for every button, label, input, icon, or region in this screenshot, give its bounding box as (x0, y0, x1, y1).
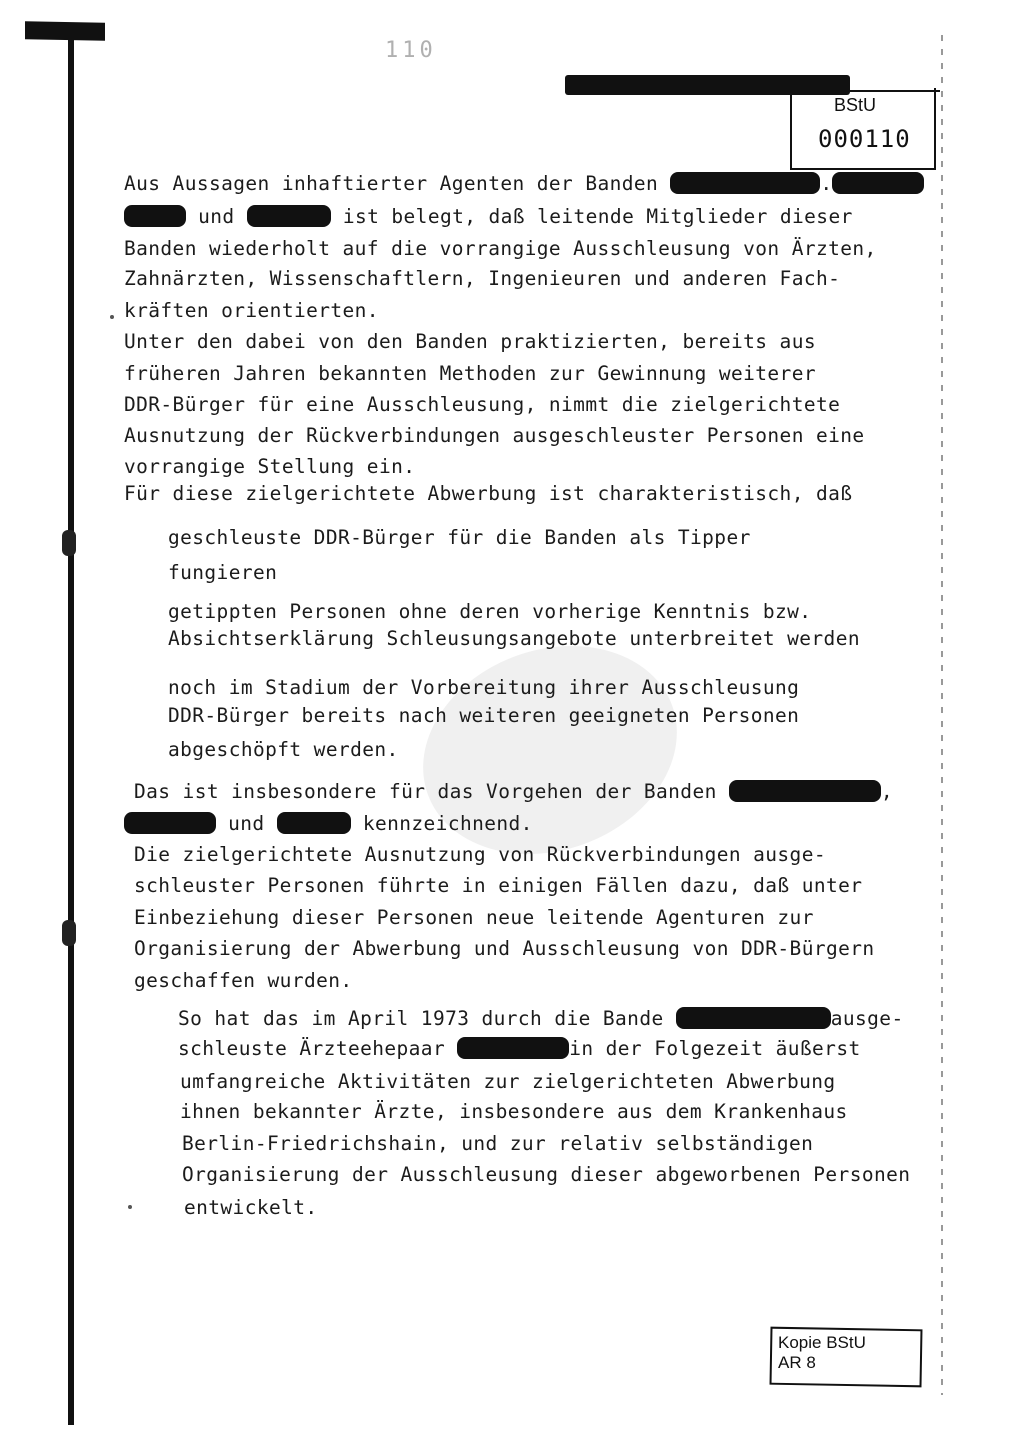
text-line: Berlin-Friedrichshain, und zur relativ selbständigen (182, 1132, 814, 1155)
redaction (124, 812, 216, 834)
binding-edge-top (25, 21, 105, 40)
copy-stamp-line1: Kopie BStU (778, 1333, 866, 1352)
text-line: vorrangige Stellung ein. (124, 455, 416, 478)
text-line: entwickelt. (184, 1196, 318, 1219)
redaction (676, 1007, 831, 1029)
text-line: umfangreiche Aktivitäten zur zielgerichteten Abwerbung (180, 1070, 836, 1093)
punch-hole (62, 920, 76, 946)
text-line: Das ist insbesondere für das Vorgehen der Banden , (134, 780, 894, 803)
text-line: geschaffen wurden. (134, 969, 353, 992)
list-item-line: fungieren (168, 561, 278, 584)
redaction (670, 172, 820, 194)
page-number-mark: 110 (385, 38, 437, 63)
text-line: Aus Aussagen inhaftierter Agenten der Banden . (124, 172, 924, 195)
stamp-number: 000110 (818, 125, 911, 153)
text-line: ihnen bekannter Ärzte, insbesondere aus dem Krankenhaus (180, 1100, 848, 1123)
text-line: und kennzeichnend. (124, 812, 533, 835)
list-item-line: noch im Stadium der Vorbereitung ihrer Ausschleusung (168, 676, 800, 699)
redaction (457, 1037, 569, 1059)
binding-edge (68, 30, 74, 1425)
text-line: DDR-Bürger für eine Ausschleusung, nimmt die zielgerichtete (124, 393, 841, 416)
text-line: So hat das im April 1973 durch die Bande ausge- (178, 1007, 904, 1030)
stamp-title: BStU (834, 95, 877, 115)
text-line: Banden wiederholt auf die vorrangige Ausschleusung von Ärzten, (124, 237, 877, 260)
redaction (729, 780, 881, 802)
copy-stamp-line2: AR 8 (778, 1353, 816, 1372)
list-item-line: geschleuste DDR-Bürger für die Banden als Tipper (168, 526, 751, 549)
text-line: Organisierung der Ausschleusung dieser abgeworbenen Personen (182, 1163, 911, 1186)
redaction (832, 172, 924, 194)
text-line: schleuster Personen führte in einigen Fällen dazu, daß unter (134, 874, 863, 897)
text-line: Einbeziehung dieser Personen neue leitende Agenturen zur (134, 906, 814, 929)
page-edge-right (941, 35, 943, 1395)
text-line: Die zielgerichtete Ausnutzung von Rückverbindungen ausge- (134, 843, 826, 866)
text-line: früheren Jahren bekannten Methoden zur Gewinnung weiterer (124, 362, 816, 385)
speck (110, 315, 114, 319)
list-item-line: DDR-Bürger bereits nach weiteren geeigneten Personen (168, 704, 800, 727)
text-line: Für diese zielgerichtete Abwerbung ist charakteristisch, daß (124, 482, 853, 505)
redaction (124, 205, 186, 227)
text-line: Organisierung der Abwerbung und Ausschleusung von DDR-Bürgern (134, 937, 875, 960)
text-line: kräften orientierten. (124, 299, 379, 322)
redaction (247, 205, 331, 227)
text-line: Zahnärzten, Wissenschaftlern, Ingenieuren und anderen Fach- (124, 267, 841, 290)
text-line: schleuste Ärzteehepaar in der Folgezeit äußerst (178, 1037, 861, 1060)
list-item-line: abgeschöpft werden. (168, 738, 399, 761)
text-line: Unter den dabei von den Banden praktizierten, bereits aus (124, 330, 816, 353)
text-line: Ausnutzung der Rückverbindungen ausgeschleuster Personen eine (124, 424, 865, 447)
list-item-line: getippten Personen ohne deren vorherige Kenntnis bzw. (168, 600, 812, 623)
punch-hole (62, 530, 76, 556)
text-line: und ist belegt, daß leitende Mitglieder dieser (124, 205, 853, 228)
redaction (277, 812, 351, 834)
list-item-line: Absichtserklärung Schleusungsangebote unterbreitet werden (168, 627, 860, 650)
speck (128, 1205, 132, 1209)
